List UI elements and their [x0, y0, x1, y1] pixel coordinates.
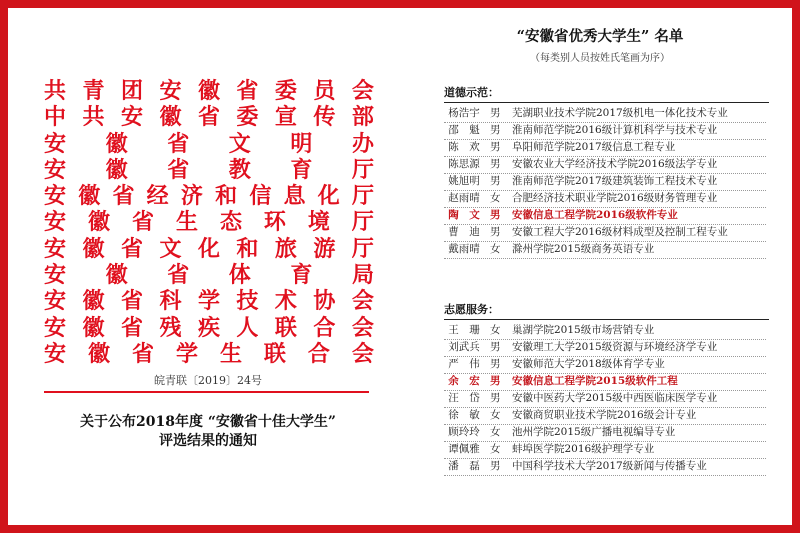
issuer-char: 徽 [87, 340, 110, 367]
issuer-char: 环 [263, 209, 286, 236]
student-sex: 男 [490, 226, 501, 238]
issuer-char: 会 [351, 288, 374, 315]
issuer-char: 徽 [87, 209, 110, 236]
student-description: 安徽农业大学经济技术学院2016级法学专业 [512, 158, 718, 170]
issuer-char: 合 [313, 314, 336, 341]
issuer-char: 省 [120, 235, 143, 262]
student-description: 安徽师范大学2018级体育学专业 [512, 358, 665, 370]
list-row [438, 224, 778, 241]
list-row [438, 441, 778, 458]
issuer-char: 信 [249, 183, 272, 210]
student-name: 汪 岱 [448, 392, 480, 404]
issuer-char: 厅 [351, 156, 374, 183]
issuer-char: 济 [180, 183, 203, 210]
issuer-line [44, 262, 374, 288]
issuer-char: 育 [290, 262, 313, 289]
issuer-char: 经 [146, 183, 169, 210]
issuer-char: 徽 [82, 314, 105, 341]
issuer-char: 安 [44, 130, 67, 157]
list-row [438, 424, 778, 441]
list-subtitle: （每类别人员按姓氏笔画为序） [530, 53, 670, 64]
student-sex: 女 [490, 426, 501, 438]
issuer-char: 徽 [82, 235, 105, 262]
issuer-char: 会 [351, 340, 374, 367]
issuer-char: 安 [44, 209, 67, 236]
issuer-char: 共 [82, 104, 105, 131]
student-name: 曹 迪 [448, 226, 480, 238]
issuer-char: 育 [290, 156, 313, 183]
student-name: 姚旭明 [448, 175, 480, 187]
issuer-line [44, 236, 374, 262]
student-name: 陈 欢 [448, 141, 480, 153]
issuer-char: 省 [131, 340, 154, 367]
issuing-organizations [44, 78, 374, 367]
list-title: “安徽省优秀大学生” 名单 [516, 28, 684, 45]
list-row [438, 339, 778, 356]
issuer-char: 安 [120, 104, 143, 131]
student-name: 徐 敏 [448, 409, 480, 421]
issuer-char: 徽 [197, 78, 220, 104]
student-name: 陶 文 [448, 209, 480, 221]
section-heading: 道德示范： [444, 86, 499, 99]
issuer-char: 残 [159, 314, 182, 341]
student-name: 戴雨晴 [448, 243, 480, 255]
issuer-char: 部 [351, 104, 374, 131]
section-rule [444, 102, 769, 103]
issuer-char: 共 [44, 78, 67, 104]
student-name: 潘 磊 [448, 460, 480, 472]
red-divider [44, 391, 369, 393]
issuer-char: 省 [131, 209, 154, 236]
issuer-char: 省 [167, 130, 190, 157]
issuer-char: 协 [313, 288, 336, 315]
student-name: 谭佩雅 [448, 443, 480, 455]
issuer-char: 厅 [351, 235, 374, 262]
issuer-char: 省 [120, 288, 143, 315]
issuer-char: 境 [307, 209, 330, 236]
issuer-char: 员 [313, 78, 336, 104]
issuer-char: 生 [219, 340, 242, 367]
issuer-char: 徽 [159, 104, 182, 131]
issuer-char: 化 [197, 235, 220, 262]
issuer-char: 生 [175, 209, 198, 236]
student-description: 滁州学院2015级商务英语专业 [512, 243, 655, 255]
student-description: 安徽中医药大学2015级中西医临床医学专业 [512, 392, 718, 404]
issuer-line [44, 209, 374, 235]
student-description: 合肥经济技术职业学院2016级财务管理专业 [512, 192, 718, 204]
issuer-char: 徽 [105, 262, 128, 289]
student-description: 安徽理工大学2015级资源与环境经济学专业 [512, 341, 718, 353]
issuer-char: 厅 [351, 183, 374, 210]
student-description: 安徽工程大学2016级材料成型及控制工程专业 [512, 226, 728, 238]
student-name: 陈思源 [448, 158, 480, 170]
issuer-char: 文 [228, 130, 251, 157]
issuer-char: 委 [274, 78, 297, 104]
student-sex: 男 [490, 209, 501, 221]
student-description: 巢湖学院2015级市场营销专业 [512, 324, 655, 336]
issuer-line [44, 78, 374, 104]
issuer-char: 徽 [105, 156, 128, 183]
issuer-char: 和 [215, 183, 238, 210]
list-row [438, 241, 778, 258]
issuer-char: 安 [44, 288, 67, 315]
issuer-line [44, 131, 374, 157]
issuer-char: 传 [313, 104, 336, 131]
student-sex: 男 [490, 392, 501, 404]
student-description: 中国科学技术大学2017级新闻与传播专业 [512, 460, 707, 472]
list-row [438, 407, 778, 424]
student-sex: 女 [490, 443, 501, 455]
issuer-char: 科 [159, 288, 182, 315]
issuer-line [44, 183, 374, 209]
list-row [438, 156, 778, 173]
list-row [438, 458, 778, 475]
list-row [438, 373, 778, 390]
issuer-char: 学 [197, 288, 220, 315]
issuer-char: 技 [236, 288, 259, 315]
student-description: 淮南师范学院2016级计算机科学与技术专业 [512, 124, 718, 136]
issuer-char: 会 [351, 78, 374, 104]
row-separator [444, 258, 766, 259]
issuer-char: 术 [274, 288, 297, 315]
issuer-char: 联 [274, 314, 297, 341]
student-name: 余 宏 [448, 375, 480, 387]
issuer-char: 安 [44, 156, 67, 183]
issuer-char: 安 [44, 183, 67, 210]
student-sex: 男 [490, 158, 501, 170]
issuer-char: 徽 [82, 288, 105, 315]
issuer-char: 合 [307, 340, 330, 367]
issuer-line [44, 157, 374, 183]
issuer-char: 安 [44, 340, 67, 367]
issuer-char: 省 [167, 156, 190, 183]
list-row [438, 190, 778, 207]
issuer-char: 教 [228, 156, 251, 183]
student-description: 安徽信息工程学院2016级软件专业 [512, 209, 678, 221]
student-name: 严 伟 [448, 358, 480, 370]
student-name: 王 珊 [448, 324, 480, 336]
issuer-char: 团 [120, 78, 143, 104]
section-rule [444, 319, 769, 320]
student-description: 池州学院2015级广播电视编导专业 [512, 426, 676, 438]
issuer-char: 联 [263, 340, 286, 367]
issuer-char: 旅 [274, 235, 297, 262]
student-sex: 女 [490, 243, 501, 255]
issuer-char: 宣 [274, 104, 297, 131]
issuer-line [44, 288, 374, 314]
student-sex: 男 [490, 341, 501, 353]
issuer-line [44, 341, 374, 367]
issuer-char: 省 [167, 262, 190, 289]
issuer-line [44, 315, 374, 341]
student-name: 杨浩宇 [448, 107, 480, 119]
issuer-char: 省 [112, 183, 135, 210]
issuer-char: 安 [44, 262, 67, 289]
student-sex: 男 [490, 375, 501, 387]
issuer-char: 态 [219, 209, 242, 236]
student-name: 刘武兵 [448, 341, 480, 353]
issuer-char: 徽 [78, 183, 101, 210]
list-row [438, 322, 778, 339]
row-separator [444, 475, 766, 476]
winners-list [408, 8, 792, 525]
issuer-char: 息 [283, 183, 306, 210]
issuer-char: 文 [159, 235, 182, 262]
student-name: 邵 魁 [448, 124, 480, 136]
issuer-char: 安 [159, 78, 182, 104]
document-number: 皖青联〔2019〕24号 [154, 374, 262, 387]
issuer-line [44, 104, 374, 130]
student-sex: 女 [490, 409, 501, 421]
student-sex: 男 [490, 141, 501, 153]
list-row [438, 105, 778, 122]
student-sex: 男 [490, 460, 501, 472]
notice-cover [8, 8, 408, 525]
student-sex: 男 [490, 124, 501, 136]
issuer-char: 办 [351, 130, 374, 157]
notice-title-line2: 评选结果的通知 [159, 433, 257, 449]
student-name: 赵雨晴 [448, 192, 480, 204]
student-description: 阜阳师范学院2017级信息工程专业 [512, 141, 676, 153]
document-page [8, 8, 792, 525]
issuer-char: 省 [236, 78, 259, 104]
student-sex: 男 [490, 107, 501, 119]
list-row [438, 207, 778, 224]
issuer-char: 体 [228, 262, 251, 289]
issuer-char: 安 [44, 314, 67, 341]
list-row [438, 173, 778, 190]
issuer-char: 疾 [197, 314, 220, 341]
issuer-char: 游 [313, 235, 336, 262]
student-sex: 男 [490, 175, 501, 187]
issuer-char: 会 [351, 314, 374, 341]
issuer-char: 安 [44, 235, 67, 262]
issuer-char: 委 [236, 104, 259, 131]
student-description: 安徽商贸职业技术学院2016级会计专业 [512, 409, 697, 421]
issuer-char: 和 [236, 235, 259, 262]
student-sex: 女 [490, 192, 501, 204]
list-row [438, 122, 778, 139]
issuer-char: 人 [236, 314, 259, 341]
notice-title-line1: 关于公布2018年度 “安徽省十佳大学生” [80, 414, 336, 430]
list-row [438, 356, 778, 373]
issuer-char: 省 [120, 314, 143, 341]
student-sex: 男 [490, 358, 501, 370]
issuer-char: 徽 [105, 130, 128, 157]
issuer-char: 中 [44, 104, 67, 131]
issuer-char: 明 [290, 130, 313, 157]
issuer-char: 青 [82, 78, 105, 104]
student-name: 顾玲玲 [448, 426, 480, 438]
section-heading: 志愿服务： [444, 303, 499, 316]
student-description: 淮南师范学院2017级建筑装饰工程技术专业 [512, 175, 718, 187]
issuer-char: 化 [317, 183, 340, 210]
issuer-char: 局 [351, 262, 374, 289]
student-sex: 女 [490, 324, 501, 336]
list-row [438, 390, 778, 407]
student-description: 芜湖职业技术学院2017级机电一体化技术专业 [512, 107, 728, 119]
student-description: 蚌埠医学院2016级护理学专业 [512, 443, 655, 455]
issuer-char: 省 [197, 104, 220, 131]
student-description: 安徽信息工程学院2015级软件工程 [512, 375, 678, 387]
issuer-char: 学 [175, 340, 198, 367]
issuer-char: 厅 [351, 209, 374, 236]
list-row [438, 139, 778, 156]
